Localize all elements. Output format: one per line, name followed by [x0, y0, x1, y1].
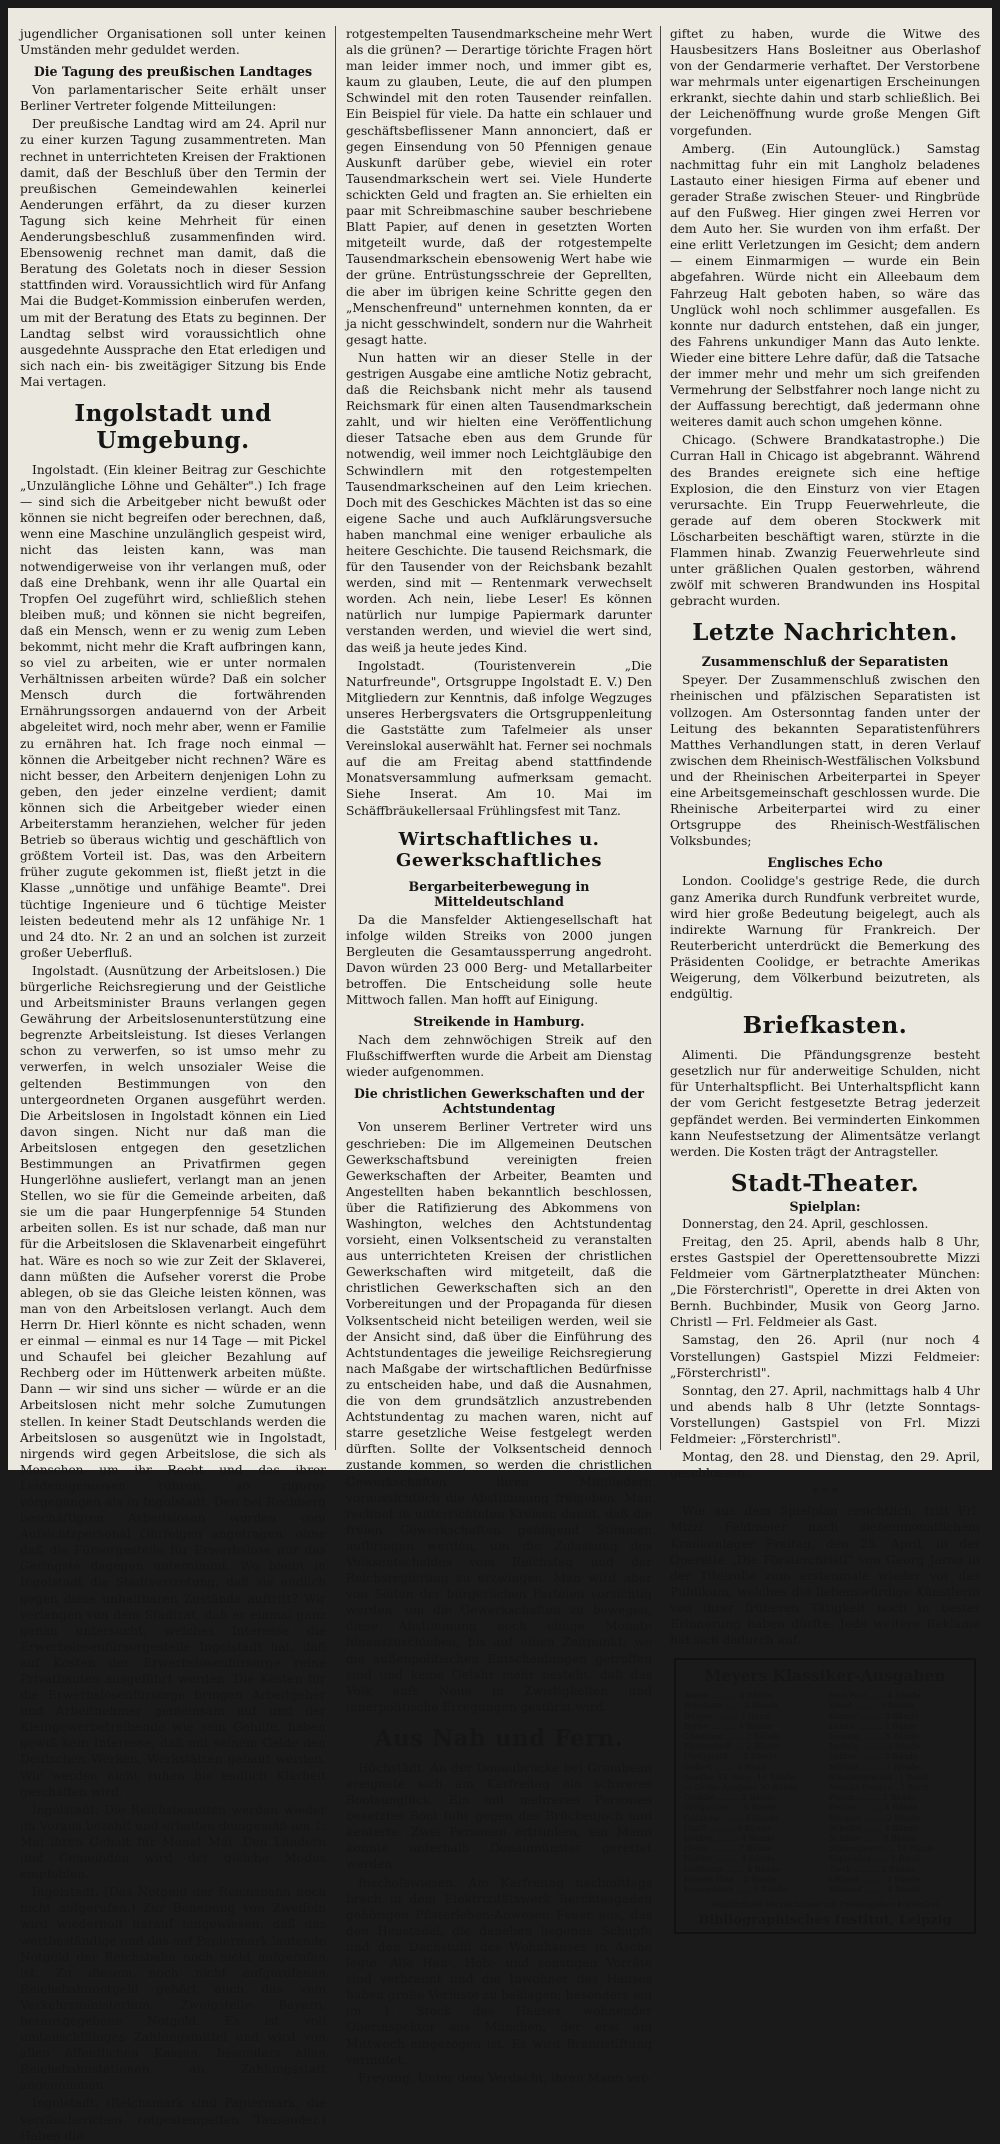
- article-paragraph: Ingolstadt. (Das Notgeld der Reichsbahn noch nicht aufgerufen.) Zur Behebung von Zweifeln wird wiederholt darauf hingewiesen, daß das wertbeständige und das auf Papiermark lautende Notgeld der Reichsbahn noch nicht aufgerufen ist. Zu diesem noch nicht aufgerufenen Reichsbahnnotgeld gehört auch das vom Verkehrsministerium, Zweigstelle Bayern, herausgegebene Notgeld. Es ist voll umtauschfähiges Zahlungsmittel und wird von allen öffentlichen Kassen, besonders allen Reichsbahnstationen, an Zahlungsstatt angenommen.: [20, 1885, 326, 2093]
- article-paragraph: rotgestempelten Tausendmarkscheine mehr Wert als die grünen? — Derartige törichte Fragen hört man leider immer noch, und immer gibt es, kaum zu glauben, Leute, die auf den plumpen Schwindel mit den roten Tausender reinfallen. Ein Beispiel für viele. Da hatte ein schlauer und geschäftsbeflissener Mann annonciert, daß er gegen Einsendung von 50 Pfennigen genaue Auskunft darüber gebe, wieviel ein roter Tausendmarkschein wert sei. Viele Hunderte schickten Geld und fragten an. Sie erhielten ein paar mit Schreibmaschine sauber beschriebene Blatt Papier, auf denen in gesetzten Worten mitgeteilt wurde, daß der rotgestempelte Tausendmarkschein ebensowenig Wert habe wie der grüne. Entrüstungsschreie der Geprellten, die aber im übrigen keine Schritte gegen den „Menschenfreund" unternehmen konnten, da er ja nicht gesschwindelt, sondern nur die Wahrheit gesagt hatte.: [346, 27, 652, 347]
- separatisten-heading: Zusammenschluß der Separatisten: [701, 654, 949, 670]
- article-paragraph: Von unserem Berliner Vertreter wird uns geschrieben: Die im Allgemeinen Deutschen Gewerkschaftsbund vereinigten freien Gewerkschaften der Arbeiter, Beamten und Angestellten haben bekanntlich beschlossen, über die Ratifizierung des Abkommens von Washington, welches den Achtstundentag vorsieht, einen Volksentscheid zu veranstalten aus unterrichteten Kreisen der christlichen Gewerkschaften wird mitgeteilt, daß die christlichen Gewerkschaften sich an den Vorbereitungen und der Propaganda für diesen Volksentscheid nicht beteiligen werden, weil sie der Ansicht sind, daß über die Einführung des Achtstundentages die jeweilige Reichsregierung nach Maßgabe der wirtschaftlichen Bedürfnisse zu entscheiden habe, und daß die Ausnahmen, die von dem grundsätzlich anzustrebenden Achtstundentag zu machen waren, nicht auf starre gesetzliche Weise festgelegt werden dürften. Sollte der Volksentscheid dennoch zustande kommen, so werden die christlichen Gewerkschaften ihren Mitgliedern voraussichtlich die Abstimmung freigeben. Man rechnet in unterrichteten Kreisen damit, daß die freien Gewerkschaften genügend Stimmen aufbringen werden, um die Zulassung des Volksentscheides vom Reichstag und der Reichsregierung zu erzwingen. Man wird aber von Seiten der bürgerlichen Parteien vorsichtig werden, um die Gewerkschaften zu bewegen, diese Abstimmung noch einige Monate hinauszuschieben, bis auf einen Zeitpunkt, wo die außenpolitischen Entscheidungen getroffen sind und keine Gefahr mehr besteht, daß das Volk aufs Neue in Zwistigkeiten und innerpolitische Erregungen gestürzt wird.: [346, 1120, 652, 1714]
- landtag-heading: Die Tagung des preußischen Landtages: [33, 64, 313, 80]
- ad-list-item: Novalis-Fouqué . 1 Band: [829, 1782, 929, 1792]
- ad-title: Meyers Klassiker-Ausgaben: [704, 1666, 946, 1686]
- article-paragraph: Höchstädt. An der Donaubrücke bei Gremheim ereignete sich am Karfreitag ein schweres Bootsunglück. Ein mit mehreren Personen besetztes Boot fuhr gegen das Brückenjoch und kenterte. Zwei Personen ertrunken, ein Mann konnte unterhalb Donaumünster gerettet werden.: [346, 1760, 652, 1872]
- ad-list-item: Tieck .......... 3 Bände: [829, 1864, 915, 1874]
- ad-list-item: Goethe, Kl. Ausg. 15 Bände: [684, 1772, 796, 1782]
- article-paragraph: Nun hatten wir an dieser Stelle in der gestrigen Ausgabe eine amtliche Notiz gebracht, daß die Reichsbank nicht mehr als tausend Reichsmark für einen alten Tausendmarkschein zahlt, und wir hielten eine Veröffentlichung dieser Tatsache eben aus dem Grunde für notwendig, weil immer noch Leichtgläubige den Schwindlern mit den rotgestempelten Tausendmarkscheinen auf den Leim kriechen. Doch mit des Geschickes Mächten ist das so eine eigene Sache und auch Aufklärungsversuche haben manchmal eine weniger erbauliche als heitere Geschichte. Die tausend Reichsmark, die für den Tausender von der Reichsbank bezahlt werden, sind mit — Rentenmark verwechselt worden. Ach nein, liebe Leser! Es können natürlich nur lumpige Papiermark darunter verstanden werden, und wieviel die wert sind, das weiß ja heute jedes Kind.: [346, 350, 652, 655]
- ad-list-item: Sophokles ...... 1 Band: [829, 1854, 920, 1864]
- schedule-item: Samstag, den 26. April (nur noch 4 Vorstellungen) Gastspiel Mizzi Feldmeier: „Försterchristl".: [670, 1333, 980, 1380]
- ad-list-item: Luther ......... 3 Bände: [829, 1752, 918, 1762]
- schedule-item: Montag, den 28. und Dienstag, den 29. April, geschlossen.: [670, 1450, 980, 1481]
- ad-list-item: Grillparzer .... 5 Bände: [684, 1803, 777, 1813]
- ad-list-right: [829, 1691, 966, 1895]
- ad-list-item: Gutzkow ........ 4 Bände: [684, 1813, 779, 1823]
- article-paragraph: Von parlamentarischer Seite erhält unser Berliner Vertreter folgende Mitteilungen:: [20, 83, 326, 114]
- ad-publisher: Bibliographisches Institut, Leipzig: [698, 1913, 952, 1929]
- intro-text: jugendlicher Organisationen soll unter keinen Umständen mehr geduldet werden.: [20, 27, 326, 58]
- article-paragraph: Amberg. (Ein Autounglück.) Samstag nachmittag fuhr ein mit Langholz beladenes Lastauto einer hiesigen Firma auf ebener und gerader Straße zwischen Steuer- und Ringbrüde auf den Fußweg. Hier gingen zwei Herren vor dem Auto her. Sie wurden von ihm erfaßt. Der eine erlitt Verletzungen im Gesicht; dem andern — einem Einmarmigen — wurde ein Bein abgefahren. Würde nicht ein Alleebaum dem Fahrzeug Halt geboten haben, so wäre das Unglück wohl noch schlimmer ausgefallen. Es konnte nur dadurch entstehen, daß ein junger, des Fahrens unkundiger Mann das Auto lenkte. Wieder eine bittere Lehre dafür, daß die Tatsache der immer mehr und mehr um sich greifenden Vermehrung der Selbstfahrer noch lange nicht zu der Auffassung berechtigt, daß jedermann ohne weiteres damit auch schon umgehen könne.: [670, 141, 980, 430]
- ad-list-item: Byron .......... 4 Bände: [684, 1721, 772, 1731]
- article-paragraph: Ingolstadt. Die Reichsbeamten werden wieder im Voraus bezahlt und erhalten demgemäß am 1. Mai ihren Gehalt für Monat Mai. Den Ländern und Gemeinden wird der gleiche Modus empfohlen.: [20, 1802, 326, 1882]
- spielplan-label: Spielplan:: [789, 1198, 861, 1214]
- ad-list-item: Gellert ........ 1 Band: [684, 1762, 766, 1772]
- ad-list-item: Ludwig ......... 3 Bände: [829, 1742, 921, 1752]
- ad-list-item: Schiller ....... 8 Bände: [829, 1834, 917, 1843]
- ad-list-item: Jean Paul ...... 4 Bände: [829, 1691, 921, 1701]
- ad-list-item: Arnim .......... 3 Bände: [684, 1691, 773, 1701]
- ad-list-item: Bürger ......... 1 Band: [684, 1711, 770, 1721]
- ad-list-item: Immermann ...... 3 Bände: [684, 1885, 788, 1895]
- meyers-klassiker-advertisement: [674, 1658, 976, 1934]
- article-paragraph: Wie aus dem Spielplan ersichtlich, tritt Frl. Mizzi Feldmeier nach siebenmonatlichem Krankenlager Freitag, den 25. April, in der Operette „Die Försterchristl" von Georg Jarno in der Titelrolle zum erstenmale wieder vor das Publikum, welches die liebenswürdige Künstlerin von ihrer früheren Tätigkeit noch in bester Erinnerung haben dürfte. Jede weitere Reklame hat sich dadurch auf.: [670, 1504, 980, 1648]
- ad-list-item: Reuter ......... 4 Bände: [829, 1803, 918, 1813]
- ad-list-item: Chamisso ....... 2 Bände: [684, 1731, 780, 1741]
- newspaper-page: [8, 8, 992, 2143]
- schedule-item: Sonntag, den 27. April, nachmittags halb 4 Uhr und abends halb 8 Uhr (letzte Sonntags-Vorstellungen) Gastspiel von Frl. Mizzi Feldmeier: „Försterchristl".: [670, 1383, 980, 1447]
- article-paragraph: Bischofswiesen. Am Karfreitag nachmittags brach in dem Elektrizitätswerk Berchtesgaden gehörigen Pfisterlehen-Anwesen Feuer aus, das den Heustadel, die daneben liegende Schupfe und den Dachstuhl des Wohnhauses in Asche legte. Alle Heu-, Holz- und sonstigen Vorräte sind verbrannt und die Inwohner des Hauses haben große Verluste zu beklagen; besonders ein im 1. Stock des Hauses wohnender Oberinspektor aus München, der erst am Mittwoch eingezogen ist. Es wird Brandstiftung vermutet.: [346, 1875, 652, 2067]
- schedule-item: Freitag, den 25. April, abends halb 8 Uhr, erstes Gastspiel der Operettensoubrette Mizzi Feldmeier vom Gärtnerplatztheater München: „Die Försterchristl", Operette in drei Akten von Bernh. Buchbinder, Musik von Georg Jarno. Christl — Frl. Feldmeier als Gast.: [670, 1234, 980, 1330]
- ad-list-item: Hoffmann ....... 4 Bände: [684, 1864, 781, 1874]
- ad-list-item: Heine .......... 7 Bände: [684, 1844, 772, 1854]
- ad-list-item: Wieland ........ 4 Bände: [829, 1885, 921, 1895]
- ad-list-item: Shakespeare .... 10 Bände: [829, 1844, 935, 1854]
- ad-list-item: Nibelungenlied . 1 Band: [829, 1772, 928, 1782]
- ad-list-item: Platen ......... 2 Bände: [829, 1793, 917, 1803]
- englisches-echo-heading: Englisches Echo: [767, 855, 883, 871]
- article-paragraph: Alimenti. Die Pfändungsgrenze besteht gesetzlich nur für anderweitige Schulden, nicht für Unterhaltspflicht. Bei Unterhaltspflicht kann der vom Gericht festgesetzte Betrag jederzeit gepfändet werden. Bei verminderten Einkommen kann Neufestsetzung der Alimentsätze verlangt werden. Die Kosten trägt der Antragsteller.: [670, 1048, 980, 1159]
- section-divider: * * *: [812, 1485, 838, 1500]
- wirtschaft-heading: Wirtschaftliches u. Gewerkschaftliches: [396, 828, 602, 871]
- column-2: [338, 26, 660, 2085]
- ad-author-list: [684, 1691, 966, 1895]
- article-paragraph: giftet zu haben, wurde die Witwe des Hausbesitzers Hans Bosleitner aus Oberlashof von der Gendarmerie verhaftet. Der Verstorbene war mehrmals unter eigenartigen Erscheinungen erkrankt, siechte dahin und starb schließlich. Bei der Leichenöffnung wurde große Mengen Gift vorgefunden.: [670, 27, 980, 138]
- article-paragraph: Der preußische Landtag wird am 24. April nur zu einer kurzen Tagung zusammentreten. Man rechnet in unterrichteten Kreisen der Fraktionen damit, daß der Beschluß über den Termin der preußischen Gemeindewahlen keinerlei Aenderungen erfährt, da zu dieser kurzen Tagung sich keine Mehrheit für einen Aenderungsbeschluß zusammenfinden wird. Ebensowenig rechnet man damit, daß die Beratung des Goletats noch in dieser Session stattfinden wird. Voraussichtlich wird für Anfang Mai die Budget-Kommission einberufen werden, um mit der Beratung des Etats zu beginnen. Der Landtag selbst wird voraussichtlich ohne ausgedehnte Aussprache den Etat erledigen und sich nach ein- bis zweitägiger Sitzung bis Ende Mai vertagen.: [20, 117, 326, 389]
- article-paragraph: Ingolstadt. (Touristenverein „Die Naturfreunde", Ortsgruppe Ingolstadt E. V.) Den Mitgliedern zur Kenntnis, daß infolge Wegzuges unseres Herbergsvaters die Ortsgruppenleitung die Gaststätte zum Tafelmeier als unser Vereinslokal auserwählt hat. Ferner sei nochmals auf die am Freitag abend stattfindende Monatsversammlung aufmerksam gemacht. Siehe Inserat. Am 10. Mai im Schäffbräukellersaal Frühlingsfest mit Tanz.: [346, 658, 652, 818]
- article-paragraph: Ingolstadt. (Ausnützung der Arbeitslosen.) Die bürgerliche Reichsregierung und der Geistliche und Arbeitsminister Brauns verlangen gegen Gewährung der Arbeitslosenunterstützung eine begrenzte Arbeitsleistung. Ist dieses Verlangen schon zu verwerfen, so ist umso mehr zu verwerfen, in welch unsozialer Weise die geltenden Bestimmungen von den untergeordneten Organen ausgeführt werden. Die Arbeitslosen in Ingolstadt können ein Lied davon singen. Nicht nur daß man die Arbeitslosen entgegen den gesetzlichen Bestimmungen an Privatfirmen gegen Hungerlöhne ausliefert, verlangt man an jenen Stellen, wo sie für die Gemeinde arbeiten, daß sie um die paar Hungerpfennige 54 Stunden arbeiten sollen. Es ist nur schade, daß man nur für die Arbeitslosen die Sklavenarbeit eingeführt hat. Wäre es noch so wie zur Zeit der Sklaverei, dann müßten die Aufseher vorerst die Probe ablegen, ob sie das Gleiche leisten können, was man von den Arbeitslosen verlangt. Auch dem Herrn Dr. Hierl könnte es nicht schaden, wenn er einmal — einmal es nur 14 Tage — mit Pickel und Schaufel bei gleicher Bezahlung auf Rechberg oder im Hüttenwerk arbeiten müßte. Dann — wir sind uns sicher — würde er an die Arbeitslosen nicht mehr solche Zumutungen stellen. In keiner Stadt Deutschlands werden die Arbeitslosen so ausgenützt wie in Ingolstadt, nirgends wird gegen Arbeitslose, die sich als Menschen um ihr Recht und das ihrer Leidensgenossen rühren, so rigoros vorgegangen als in Ingolstadt. Den bei Rechberg beschäftigten Arbeitslosen wurden vom Aufsichtspersonal Ohrfeigen angetragen, ohne daß die Fürsorgestelle für Erwerbslose nur das Geringste dagegen unternimmt. Wo bleibt in Ingolstadt die Stadtvertretung, daß sie endlich gegen diese unhaltbaren Zustände auftritt? Wir verlangen von dem Stadtrat, daß er einmal ganz genau untersucht, welches Interesse die Erwerbslosenfürsorgestelle Ingolstadt hat, daß auf Kosten der Erwerbslosenfürsorge reine Privatbauten ausgeführt werden. Die Kosten für die Erwerbslosenfürsorge bringen Arbeitgeber und Arbeitnehmer gemeinsam auf und der Kleingewerbetreibende wie sein Gehilfe, haben gewiß kein Interesse, daß mit seinem Gelde den Deutschen Werken, Werkstätten gebaut werden. Wir werden nicht ruhen bis endlich Klarheit geschaffen wird.: [20, 963, 326, 1799]
- ad-list-item: Freiligrath .... 2 Bände: [684, 1752, 777, 1762]
- article-paragraph: Freyung. Unter dem Verdacht, ihren Mann ver-: [358, 2070, 651, 2085]
- ad-list-item: Lessing ........ 5 Bände: [829, 1731, 919, 1741]
- ad-list-item: Brentano ....... 2 Bände: [684, 1701, 778, 1711]
- ad-list-item: Scheffel ....... 4 Bände: [829, 1823, 918, 1833]
- nah-fern-heading: Aus Nah und Fern.: [374, 1724, 624, 1752]
- ad-list-item: Hebbel ......... 4 Bände: [684, 1834, 775, 1843]
- article-paragraph: Ingolstadt. (Reichsmark sind Papiermark; die verräucherichen rotgestempelten Tausender.) Haben die: [20, 2096, 326, 2143]
- ad-list-item: Mörike ......... 3 Bände: [829, 1762, 920, 1772]
- column-rule: [660, 26, 661, 1450]
- ingolstadt-heading: Ingolstadt und Umgebung.: [74, 399, 272, 454]
- column-rule: [335, 26, 336, 1450]
- ad-list-item: Rückert ........ 2 Bände: [829, 1813, 920, 1823]
- ad-list-item: — Große Ausgabe 30 Bände: [684, 1782, 798, 1792]
- bergarbeiter-heading: Bergarbeiterbewegung in Mitteldeutschland: [408, 878, 590, 909]
- ad-list-item: Hauff .......... 4 Bände: [684, 1823, 771, 1833]
- ad-list-item: Herder ......... 4 Bände: [684, 1854, 775, 1864]
- column-3: [662, 26, 988, 1929]
- article-paragraph: Chicago. (Schwere Brandkatastrophe.) Die Curran Hall in Chicago ist abgebrannt. Während des Brandes ereignete sich eine heftige Explosion, die den Einsturz von vier Etagen verursachte. Ein Trupp Feuerwehrleute, die gerade auf dem oberen Stockwerk mit Löscharbeiten beschäftigt waren, stürzte in die Flammen hinab. Zwanzig Feuerwehrleute sind unter gräßlichen Qualen gestorben, während zwölf mit schweren Brandwunden ins Hospital gebracht wurden.: [670, 433, 980, 609]
- ad-list-item: Eichendorff .... 2 Bände: [684, 1742, 780, 1752]
- ad-list-item: Uhland ......... 2 Bände: [829, 1874, 920, 1884]
- briefkasten-heading: Briefkasten.: [742, 1012, 908, 1040]
- article-paragraph: London. Coolidge's gestrige Rede, die durch ganz Amerika durch Rundfunk verbreitet wurde, wird hier große Bedeutung beigelegt, auch als indirekte Warnung für Frankreich. Der Reuterbericht unterdrückt die Bemerkung des Präsidenten Coolidge, er betrachte Amerikas Weigerung, dem Völkerbund beizutreten, als endgültig.: [670, 874, 980, 1002]
- ad-list-item: Grabbe ......... 2 Bände: [684, 1793, 776, 1803]
- ad-list-left: [684, 1691, 821, 1895]
- ad-list-item: Lenau .......... 2 Bände: [829, 1721, 918, 1731]
- ad-footnote: Ausführliche Verzeichnisse mit Preisangaben kostenfrei: [711, 1900, 939, 1910]
- ad-list-item: Homer, Ilias .. 2 Bände: [684, 1874, 777, 1884]
- schedule-item: Donnerstag, den 24. April, geschlossen.: [682, 1216, 929, 1231]
- ad-list-item: Kleist ......... 3 Bände: [829, 1701, 914, 1711]
- article-paragraph: Ingolstadt. (Ein kleiner Beitrag zur Geschichte „Unzulängliche Löhne und Gehälter".) Ich frage — sind sich die Arbeitgeber nicht bewußt oder können sie nicht begreifen oder berechnen, daß, wenn eine Maschine unzulänglich gespeist wird, nicht das leisten kann, was man notwendigerweise von ihr verlangen muß, oder daß eine Drehbank, wenn ihr alle Quartal ein Tropfen Oel zugeführt wird, schließlich stehen bleiben muß; und können sie nicht begreifen, daß ein Mensch, wenn er zu wenig zum Leben bekommt, nicht mehr die Kraft aufbringen kann, so viel zu arbeiten, wie er unter normalen Verhältnissen arbeiten würde? Daß ein solcher Mensch durch die fortwährenden Ernährungssorgen andauernd von der Arbeit abgeleitet wird, noch mehr aber, wenn er Familie zu ernähren hat. Ich frage noch einmal — können die Arbeitgeber nicht rechnen? Wäre es nicht besser, den Arbeitern denjenigen Lohn zu geben, den jeder einzelne verdient; damit können sich die Arbeitgeber wieder einen Arbeiterstamm heranziehen, welcher für jeden Betrieb so überaus wichtig und geschäftlich von größtem Vorteil ist. Das, was den Arbeitern früher zugute gekommen ist, fließt jetzt in die Klasse „unnötige und unfähige Beamte". Drei tüchtige Ingenieure und 6 tüchtige Meister leisten bedeutend mehr als 12 unfähige Nr. 1 und 24 dto. Nr. 2 an und an solchen ist zurzeit großer Ueberfluß.: [20, 462, 326, 960]
- article-paragraph: Da die Mansfelder Aktiengesellschaft hat infolge wilden Streiks von 2000 jungen Bergleuten die Gesamtaussperrung angedroht. Davon würden 23 000 Berg- und Metallarbeiter betroffen. Die Entscheidung solle heute Mittwoch fallen. Man hofft auf Einigung.: [346, 912, 652, 1008]
- streik-heading: Streikende in Hamburg.: [413, 1014, 585, 1030]
- christliche-heading: Die christlichen Gewerkschaften und der Achtstundentag: [353, 1086, 644, 1117]
- article-paragraph: Nach dem zehnwöchigen Streik auf den Flußschiffwerften wurde die Arbeit am Dienstag wieder aufgenommen.: [346, 1033, 652, 1080]
- article-paragraph: Speyer. Der Zusammenschluß zwischen den rheinischen und pfälzischen Separatisten ist vollzogen. Am Ostersonntag fanden unter der Leitung des bekannten Separatistenführers Matthes Verhandlungen statt, in deren Verlauf zwischen dem Rheinisch-Westfälischen Volksbund und der Rheinischen Arbeiterpartei in Speyer eine Arbeitsgemeinschaft geschlossen wurde. Die Rheinische Arbeiterpartei wird zu einer Ortsgruppe des Rheinisch-Westfälischen Volksbundes;: [670, 673, 980, 849]
- column-1: [12, 26, 334, 2143]
- ad-list-item: Körner ......... 2 Bände: [829, 1711, 919, 1721]
- stadt-theater-heading: Stadt-Theater.: [730, 1169, 920, 1197]
- letzte-nachrichten-heading: Letzte Nachrichten.: [692, 619, 958, 647]
